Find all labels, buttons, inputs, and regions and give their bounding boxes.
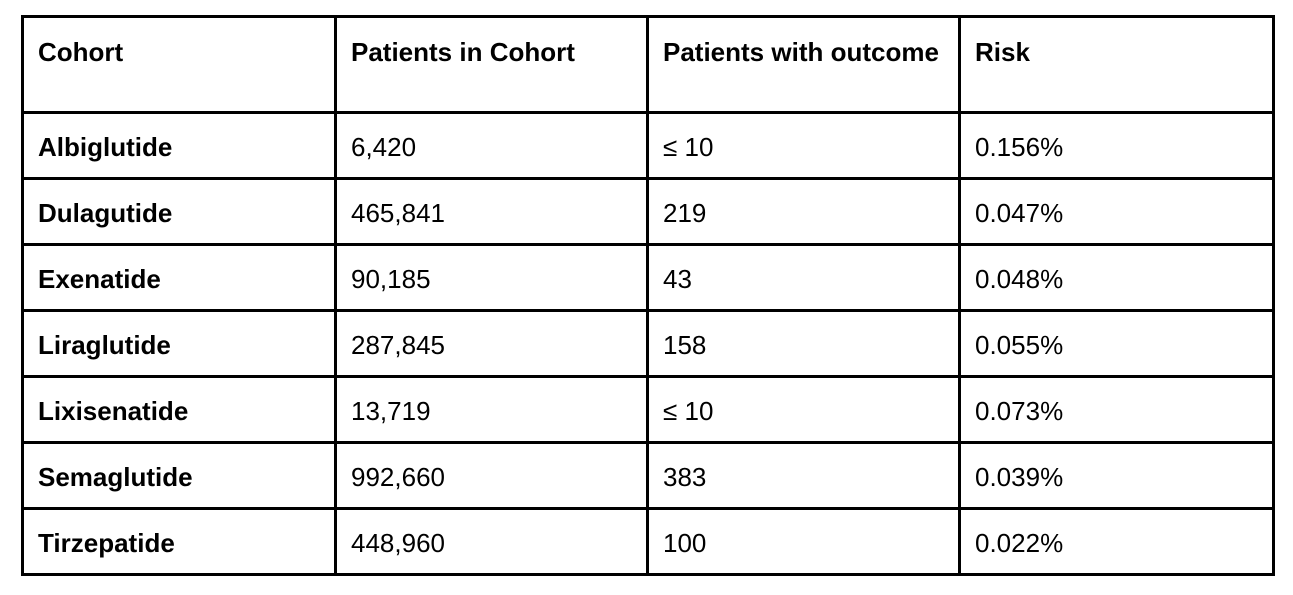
cell-cohort: Liraglutide: [23, 311, 336, 377]
header-cohort: Cohort: [23, 17, 336, 113]
cell-outcome: 100: [648, 509, 960, 575]
table-row: [23, 377, 1274, 443]
cell-patients: 90,185: [336, 245, 648, 311]
table-row: [23, 311, 1274, 377]
cell-patients: 6,420: [336, 113, 648, 179]
cell-risk: 0.073%: [960, 377, 1274, 443]
cell-outcome: ≤ 10: [648, 377, 960, 443]
cell-cohort: Tirzepatide: [23, 509, 336, 575]
header-risk: Risk: [960, 17, 1274, 113]
cell-risk: 0.022%: [960, 509, 1274, 575]
table-row: [23, 245, 1274, 311]
cell-risk: 0.055%: [960, 311, 1274, 377]
table-header: [23, 17, 1274, 113]
table-row: [23, 113, 1274, 179]
cell-patients: 287,845: [336, 311, 648, 377]
header-patients-with-outcome: Patients with outcome: [648, 17, 960, 113]
cell-risk: 0.156%: [960, 113, 1274, 179]
table-row: [23, 179, 1274, 245]
cell-outcome: 43: [648, 245, 960, 311]
cell-risk: 0.039%: [960, 443, 1274, 509]
cell-cohort: Dulagutide: [23, 179, 336, 245]
cell-outcome: ≤ 10: [648, 113, 960, 179]
cell-cohort: Albiglutide: [23, 113, 336, 179]
cell-cohort: Semaglutide: [23, 443, 336, 509]
cell-cohort: Lixisenatide: [23, 377, 336, 443]
cell-cohort: Exenatide: [23, 245, 336, 311]
cell-risk: 0.048%: [960, 245, 1274, 311]
cell-outcome: 383: [648, 443, 960, 509]
cell-outcome: 158: [648, 311, 960, 377]
header-row: [23, 17, 1274, 113]
cell-risk: 0.047%: [960, 179, 1274, 245]
cell-patients: 13,719: [336, 377, 648, 443]
table-row: [23, 509, 1274, 575]
table-body: [23, 113, 1274, 575]
cell-patients: 448,960: [336, 509, 648, 575]
cell-outcome: 219: [648, 179, 960, 245]
table-row: [23, 443, 1274, 509]
cohort-risk-table: [21, 15, 1275, 576]
cell-patients: 465,841: [336, 179, 648, 245]
cell-patients: 992,660: [336, 443, 648, 509]
header-patients-in-cohort: Patients in Cohort: [336, 17, 648, 113]
